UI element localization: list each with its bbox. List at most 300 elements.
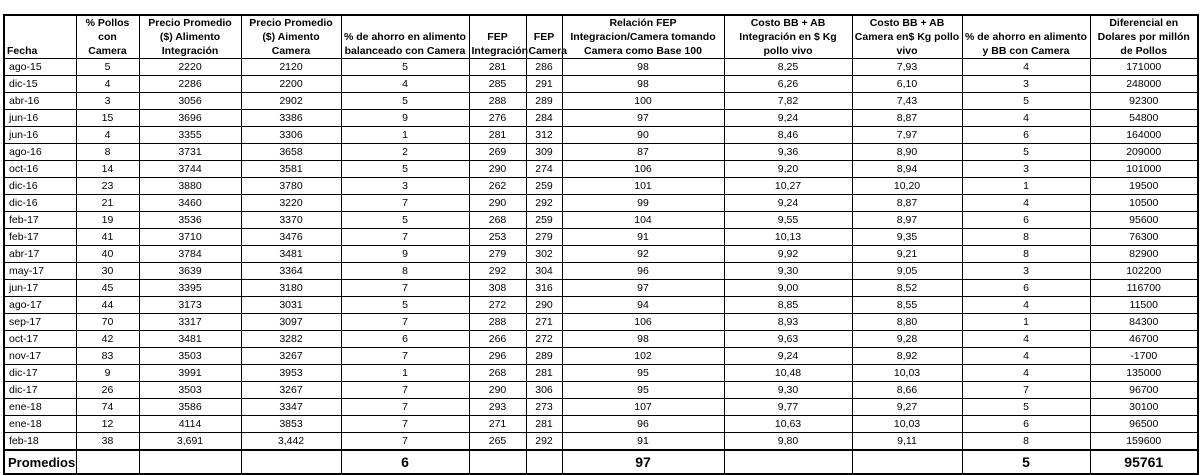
- table-cell: 9,05: [852, 263, 962, 280]
- table-cell: 5: [962, 144, 1090, 161]
- table-cell: 107: [562, 399, 724, 416]
- table-cell: 6: [962, 212, 1090, 229]
- table-cell: 14: [76, 161, 139, 178]
- table-cell: 9,55: [724, 212, 852, 229]
- table-cell: sep-17: [4, 314, 76, 331]
- table-cell: 253: [469, 229, 526, 246]
- table-cell: 7,93: [852, 59, 962, 76]
- table-cell: 8: [962, 246, 1090, 263]
- table-cell: 90: [562, 127, 724, 144]
- table-cell: 76300: [1090, 229, 1198, 246]
- column-header: Precio Promedio ($) Aimento Camera: [241, 15, 341, 59]
- table-cell: 26: [76, 382, 139, 399]
- table-cell: 1: [962, 314, 1090, 331]
- table-cell: 10,13: [724, 229, 852, 246]
- column-header: Precio Promedio ($) Alimento Integración: [139, 15, 241, 59]
- table-cell: 3355: [139, 127, 241, 144]
- table-row: [4, 161, 1198, 178]
- table-cell: 15: [76, 110, 139, 127]
- table-cell: 2902: [241, 93, 341, 110]
- table-cell: 292: [469, 263, 526, 280]
- table-cell: 3991: [139, 365, 241, 382]
- table-cell: 46700: [1090, 331, 1198, 348]
- table-cell: 9,35: [852, 229, 962, 246]
- table-cell: 268: [469, 212, 526, 229]
- table-cell: 82900: [1090, 246, 1198, 263]
- table-cell: 209000: [1090, 144, 1198, 161]
- average-cell: 97: [562, 450, 724, 474]
- table-cell: 290: [526, 297, 562, 314]
- table-cell: 7: [341, 195, 469, 212]
- table-cell: 9,63: [724, 331, 852, 348]
- table-cell: 9,27: [852, 399, 962, 416]
- table-cell: 8,92: [852, 348, 962, 365]
- table-cell: 9: [76, 365, 139, 382]
- table-cell: 19: [76, 212, 139, 229]
- table-cell: 4: [76, 127, 139, 144]
- column-header: Costo BB + AB Camera en$ Kg pollo vivo: [852, 15, 962, 59]
- table-row: [4, 178, 1198, 195]
- table-cell: 3536: [139, 212, 241, 229]
- table-cell: 96700: [1090, 382, 1198, 399]
- table-cell: 274: [526, 161, 562, 178]
- average-cell: [526, 450, 562, 474]
- table-cell: 259: [526, 212, 562, 229]
- table-cell: 95: [562, 382, 724, 399]
- table-cell: 316: [526, 280, 562, 297]
- averages-label: Promedios: [4, 450, 76, 474]
- column-header: FEP Camera: [526, 15, 562, 59]
- table-cell: 290: [469, 161, 526, 178]
- table-row: [4, 263, 1198, 280]
- table-cell: 284: [526, 110, 562, 127]
- table-row: [4, 110, 1198, 127]
- table-cell: 3784: [139, 246, 241, 263]
- table-cell: 3853: [241, 416, 341, 433]
- table-cell: 3,442: [241, 433, 341, 451]
- table-cell: 7: [341, 433, 469, 451]
- data-table: [3, 14, 1199, 475]
- table-cell: 3731: [139, 144, 241, 161]
- table-cell: 4: [962, 331, 1090, 348]
- average-cell: [241, 450, 341, 474]
- table-cell: 265: [469, 433, 526, 451]
- table-row: [4, 229, 1198, 246]
- table-cell: 11500: [1090, 297, 1198, 314]
- table-cell: 5: [76, 59, 139, 76]
- table-row: [4, 365, 1198, 382]
- table-cell: 98: [562, 76, 724, 93]
- table-cell: 5: [962, 93, 1090, 110]
- table-cell: 3696: [139, 110, 241, 127]
- table-cell: 9,24: [724, 348, 852, 365]
- table-cell: jun-16: [4, 110, 76, 127]
- table-cell: 101000: [1090, 161, 1198, 178]
- table-cell: dic-16: [4, 178, 76, 195]
- table-cell: 6: [962, 416, 1090, 433]
- table-cell: 2200: [241, 76, 341, 93]
- table-cell: ago-17: [4, 297, 76, 314]
- table-cell: 309: [526, 144, 562, 161]
- table-cell: 3481: [241, 246, 341, 263]
- table-cell: 7: [341, 382, 469, 399]
- column-header: Relación FEP Integracion/Camera tomando Camera como Base 100: [562, 15, 724, 59]
- table-cell: 116700: [1090, 280, 1198, 297]
- table-row: [4, 416, 1198, 433]
- table-cell: 2286: [139, 76, 241, 93]
- table-cell: 10,03: [852, 416, 962, 433]
- table-cell: 3031: [241, 297, 341, 314]
- table-cell: feb-17: [4, 212, 76, 229]
- column-header: % de ahorro en alimento y BB con Camera: [962, 15, 1090, 59]
- table-cell: 91: [562, 229, 724, 246]
- average-cell: [76, 450, 139, 474]
- table-cell: 1: [962, 178, 1090, 195]
- table-cell: 84300: [1090, 314, 1198, 331]
- table-cell: 102200: [1090, 263, 1198, 280]
- table-cell: 8,87: [852, 110, 962, 127]
- table-cell: 3173: [139, 297, 241, 314]
- table-cell: 3347: [241, 399, 341, 416]
- table-cell: 45: [76, 280, 139, 297]
- table-row: [4, 297, 1198, 314]
- table-cell: 9,11: [852, 433, 962, 451]
- table-cell: 7: [341, 399, 469, 416]
- table-cell: 54800: [1090, 110, 1198, 127]
- table-cell: 3460: [139, 195, 241, 212]
- table-cell: 3220: [241, 195, 341, 212]
- table-cell: 9,80: [724, 433, 852, 451]
- table-cell: 19500: [1090, 178, 1198, 195]
- table-cell: 3267: [241, 382, 341, 399]
- table-cell: 7: [341, 280, 469, 297]
- table-cell: 3: [962, 76, 1090, 93]
- average-cell: 95761: [1090, 450, 1198, 474]
- table-cell: 308: [469, 280, 526, 297]
- table-cell: 5: [341, 212, 469, 229]
- table-cell: 159600: [1090, 433, 1198, 451]
- table-row: [4, 59, 1198, 76]
- table-cell: 288: [469, 314, 526, 331]
- table-cell: 290: [469, 382, 526, 399]
- table-cell: 10,20: [852, 178, 962, 195]
- table-cell: 4: [962, 348, 1090, 365]
- table-row: [4, 280, 1198, 297]
- table-cell: 6,10: [852, 76, 962, 93]
- table-cell: 296: [469, 348, 526, 365]
- table-cell: 7,82: [724, 93, 852, 110]
- table-row: [4, 433, 1198, 451]
- table-cell: 8,85: [724, 297, 852, 314]
- table-cell: 3880: [139, 178, 241, 195]
- table-cell: 91: [562, 433, 724, 451]
- table-cell: ago-15: [4, 59, 76, 76]
- table-cell: 4: [962, 297, 1090, 314]
- table-cell: 7: [962, 382, 1090, 399]
- table-cell: 8: [76, 144, 139, 161]
- table-cell: dic-15: [4, 76, 76, 93]
- table-cell: dic-17: [4, 365, 76, 382]
- table-cell: 8,52: [852, 280, 962, 297]
- table-cell: 8: [962, 229, 1090, 246]
- table-cell: 3282: [241, 331, 341, 348]
- table-cell: 21: [76, 195, 139, 212]
- table-cell: 30: [76, 263, 139, 280]
- table-cell: 74: [76, 399, 139, 416]
- table-cell: nov-17: [4, 348, 76, 365]
- table-cell: 281: [526, 365, 562, 382]
- table-cell: 10,03: [852, 365, 962, 382]
- table-cell: 7,43: [852, 93, 962, 110]
- table-cell: 271: [526, 314, 562, 331]
- table-cell: 9,77: [724, 399, 852, 416]
- table-row: [4, 76, 1198, 93]
- table-cell: 4: [962, 110, 1090, 127]
- table-cell: dic-17: [4, 382, 76, 399]
- table-cell: 3317: [139, 314, 241, 331]
- table-cell: 3267: [241, 348, 341, 365]
- table-cell: 3386: [241, 110, 341, 127]
- table-row: [4, 93, 1198, 110]
- table-cell: 268: [469, 365, 526, 382]
- table-cell: 98: [562, 331, 724, 348]
- table-cell: 3476: [241, 229, 341, 246]
- table-cell: 279: [526, 229, 562, 246]
- table-cell: 6: [962, 280, 1090, 297]
- table-cell: 3370: [241, 212, 341, 229]
- table-row: [4, 212, 1198, 229]
- table-cell: 3364: [241, 263, 341, 280]
- table-cell: 2120: [241, 59, 341, 76]
- average-cell: [139, 450, 241, 474]
- table-cell: 281: [526, 416, 562, 433]
- table-cell: 10,27: [724, 178, 852, 195]
- table-cell: 262: [469, 178, 526, 195]
- table-cell: feb-18: [4, 433, 76, 451]
- column-header: Fecha: [4, 15, 76, 59]
- table-cell: 281: [469, 59, 526, 76]
- table-cell: 42: [76, 331, 139, 348]
- table-cell: 259: [526, 178, 562, 195]
- table-cell: 4: [76, 76, 139, 93]
- table-cell: 2220: [139, 59, 241, 76]
- table-cell: jun-17: [4, 280, 76, 297]
- table-cell: 7: [341, 416, 469, 433]
- table-cell: 30100: [1090, 399, 1198, 416]
- table-cell: 289: [526, 93, 562, 110]
- table-row: [4, 348, 1198, 365]
- table-row: [4, 314, 1198, 331]
- table-cell: 9,24: [724, 110, 852, 127]
- table-cell: 135000: [1090, 365, 1198, 382]
- table-cell: 23: [76, 178, 139, 195]
- table-cell: 8,80: [852, 314, 962, 331]
- header-row: [4, 15, 1198, 59]
- table-cell: 292: [526, 195, 562, 212]
- table-cell: 8,94: [852, 161, 962, 178]
- table-cell: 1: [341, 127, 469, 144]
- table-cell: 9,30: [724, 382, 852, 399]
- table-cell: 95600: [1090, 212, 1198, 229]
- table-cell: 269: [469, 144, 526, 161]
- table-cell: 99: [562, 195, 724, 212]
- table-cell: 10500: [1090, 195, 1198, 212]
- table-cell: 100: [562, 93, 724, 110]
- table-cell: 96: [562, 416, 724, 433]
- table-cell: 3710: [139, 229, 241, 246]
- table-cell: 5: [341, 161, 469, 178]
- table-cell: 8: [962, 433, 1090, 451]
- table-cell: 7: [341, 229, 469, 246]
- table-cell: 3780: [241, 178, 341, 195]
- table-cell: 293: [469, 399, 526, 416]
- table-cell: 302: [526, 246, 562, 263]
- table-cell: 7: [341, 348, 469, 365]
- table-cell: 7: [341, 314, 469, 331]
- average-cell: 6: [341, 450, 469, 474]
- table-cell: 97: [562, 110, 724, 127]
- table-cell: oct-16: [4, 161, 76, 178]
- table-cell: 92300: [1090, 93, 1198, 110]
- average-cell: [852, 450, 962, 474]
- table-row: [4, 399, 1198, 416]
- table-cell: 248000: [1090, 76, 1198, 93]
- table-cell: 3744: [139, 161, 241, 178]
- table-cell: oct-17: [4, 331, 76, 348]
- average-cell: [724, 450, 852, 474]
- table-cell: -1700: [1090, 348, 1198, 365]
- table-cell: 6: [341, 331, 469, 348]
- table-cell: abr-17: [4, 246, 76, 263]
- table-cell: 306: [526, 382, 562, 399]
- table-row: [4, 127, 1198, 144]
- table-cell: abr-16: [4, 93, 76, 110]
- table-row: [4, 382, 1198, 399]
- table-cell: 12: [76, 416, 139, 433]
- table-cell: 3658: [241, 144, 341, 161]
- table-cell: 8,97: [852, 212, 962, 229]
- table-cell: 3395: [139, 280, 241, 297]
- table-cell: 3481: [139, 331, 241, 348]
- table-cell: 9: [341, 110, 469, 127]
- table-cell: 9,28: [852, 331, 962, 348]
- table-cell: 9,21: [852, 246, 962, 263]
- table-cell: ago-16: [4, 144, 76, 161]
- table-cell: 3503: [139, 382, 241, 399]
- table-cell: 5: [341, 93, 469, 110]
- table-cell: 40: [76, 246, 139, 263]
- table-cell: 9,92: [724, 246, 852, 263]
- table-cell: 98: [562, 59, 724, 76]
- table-cell: 5: [341, 297, 469, 314]
- table-cell: 8,90: [852, 144, 962, 161]
- table-cell: 6,26: [724, 76, 852, 93]
- table-cell: 9: [341, 246, 469, 263]
- table-cell: 8,87: [852, 195, 962, 212]
- table-cell: 1: [341, 365, 469, 382]
- table-cell: 164000: [1090, 127, 1198, 144]
- table-cell: may-17: [4, 263, 76, 280]
- table-cell: 101: [562, 178, 724, 195]
- table-cell: 272: [526, 331, 562, 348]
- column-header: % Pollos con Camera: [76, 15, 139, 59]
- table-cell: 44: [76, 297, 139, 314]
- table-cell: 4114: [139, 416, 241, 433]
- table-cell: 286: [526, 59, 562, 76]
- table-row: [4, 195, 1198, 212]
- table-cell: 8,46: [724, 127, 852, 144]
- table-cell: 288: [469, 93, 526, 110]
- table-cell: 3: [962, 161, 1090, 178]
- table-cell: 3056: [139, 93, 241, 110]
- table-cell: 87: [562, 144, 724, 161]
- table-cell: 106: [562, 161, 724, 178]
- table-cell: 102: [562, 348, 724, 365]
- table-cell: 304: [526, 263, 562, 280]
- table-cell: 4: [962, 195, 1090, 212]
- table-cell: 9,24: [724, 195, 852, 212]
- table-cell: 312: [526, 127, 562, 144]
- table-cell: 3: [76, 93, 139, 110]
- table-cell: 3306: [241, 127, 341, 144]
- table-cell: 96500: [1090, 416, 1198, 433]
- table-cell: 271: [469, 416, 526, 433]
- table-cell: 96: [562, 263, 724, 280]
- table-cell: 8: [341, 263, 469, 280]
- table-cell: 272: [469, 297, 526, 314]
- table-cell: 290: [469, 195, 526, 212]
- table-cell: 2: [341, 144, 469, 161]
- table-cell: 8,25: [724, 59, 852, 76]
- table-cell: 6: [962, 127, 1090, 144]
- table-cell: 289: [526, 348, 562, 365]
- table-cell: 5: [341, 59, 469, 76]
- table-cell: 92: [562, 246, 724, 263]
- table-cell: 4: [341, 76, 469, 93]
- table-cell: dic-16: [4, 195, 76, 212]
- table-cell: 3: [341, 178, 469, 195]
- table-cell: ene-18: [4, 399, 76, 416]
- table-cell: 273: [526, 399, 562, 416]
- column-header: Diferencial en Dolares por millón de Pollos: [1090, 15, 1198, 59]
- table-cell: 292: [526, 433, 562, 451]
- table-cell: 281: [469, 127, 526, 144]
- table-cell: 4: [962, 59, 1090, 76]
- table-cell: 291: [526, 76, 562, 93]
- table-footer: [4, 450, 1198, 474]
- table-cell: jun-16: [4, 127, 76, 144]
- table-cell: 104: [562, 212, 724, 229]
- table-cell: 95: [562, 365, 724, 382]
- table-cell: 9,00: [724, 280, 852, 297]
- table-row: [4, 331, 1198, 348]
- table-cell: 8,55: [852, 297, 962, 314]
- table-row: [4, 246, 1198, 263]
- average-cell: [469, 450, 526, 474]
- column-header: FEP Integración: [469, 15, 526, 59]
- table-cell: 8,93: [724, 314, 852, 331]
- table-cell: 276: [469, 110, 526, 127]
- table-cell: 70: [76, 314, 139, 331]
- table-cell: 3953: [241, 365, 341, 382]
- table-cell: 3581: [241, 161, 341, 178]
- table-cell: 9,30: [724, 263, 852, 280]
- table-body: [4, 59, 1198, 451]
- table-cell: 10,63: [724, 416, 852, 433]
- table-cell: 9,20: [724, 161, 852, 178]
- table-cell: 4: [962, 365, 1090, 382]
- table-row: [4, 144, 1198, 161]
